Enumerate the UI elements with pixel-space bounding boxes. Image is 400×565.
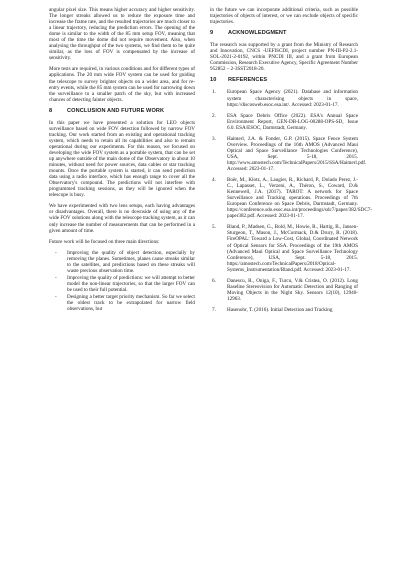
right-column <box>210 7 373 318</box>
section-heading-references <box>210 77 358 83</box>
reference-item: 1. European Space Agency (2021). Database and information system characterising objects in space, https://discosweb.esoc.esa.int/. Accessed: 2023-01-17. <box>212 89 358 108</box>
paragraph: in the future we can incorporate additional criteria, such as possible trajectories of objects of interest, or we can exclude objects of specific trajectories. <box>210 7 358 26</box>
section-title: REFERENCES <box>228 77 268 84</box>
reference-item: 3. Haimerl, J.A. & Fonder, G.P. (2015). Space Fence System Overview. Proceedings of the 16th AMOS (Advanced Maui Optical and Space Surveillance Technologies Conference), USA, Sept. 5-18, 2015. http://www.amostech.com/TechnicalPapers/2015/SSA/Haimerl.pdf. Accessed: 2023-01-17. <box>212 135 367 172</box>
reference-item: 6. Danescu, R., Oniga, F., Turcu, V.& Cristea, O. (2012). Long Baseline Stereovision for Automatic Detection and Ranging of Moving Objects in the Night Sky. Sensors 12(10), 12940-12963. <box>212 277 358 302</box>
dash-bullet: - <box>55 249 57 256</box>
section-heading-conclusion <box>49 108 195 114</box>
paragraph: Future work will be focused on three main directions: <box>49 238 160 245</box>
reference-item: 2. ESA Space Debris Office (2022). ESA's Annual Space Environment Report, GEN-DB-LOG-00288-OPS-SD, Issue 6.0. ESA/ESOC, Darmstadt, Germany. <box>212 112 358 131</box>
section-heading-acknowledgment <box>210 30 358 36</box>
reference-list <box>210 89 373 313</box>
reference-item: 4. Boër, M., Klotz, A., Laugier, R., Richard, P., Dolado Perez, J.-C., Lapasset, L., Verzeni, A., Théron, S., Coward, D.& Kennewell, J.A. (2017). TAROT: A network for Space Surveillance and Tracking operations. Proceedings of 7th European Conference on Space Debris, Darmstadt, Germany. https://conference.sdo.esoc.esa.int/proceedings/sdc7/paper/382/SDC7-paper382.pdf. Accessed: 2023-01-17. <box>212 177 373 220</box>
section-number: 10 <box>210 77 217 84</box>
dash-bullet: - <box>55 274 57 281</box>
reference-item: 5. Bland, P., Madsen, G., Bold, M., Howie, R., Hartig, B., Jansen-Sturgeon, T., Mason, J., McCormack, D.& Drury, R. (2018). FireOPAL: Toward a Low-Cost, Global, Coordinated Network of Optical Sensors for SSA. Proceedings of the 19th AMOS (Advanced Maui Optical and Space Surveillance Technology Conference), USA, Sept. 5-18, 2015. https://amostech.com/TechnicalPapers/2018/Optical-Systems_Instrumentation/Bland.pdf. Accessed: 2023-01-17. <box>212 224 358 273</box>
section-title: CONCLUSION AND FUTURE WORK <box>67 107 165 114</box>
paragraph: angular pixel size. This means higher accuracy and higher sensitivity. The longer streaks allowed us to reduce the exposure time and increase the frame rate, and the resulted trajectories are much closer to a linear trajectory, reducing the prediction errors. The opening of the dome is similar to the width of the 85 mm setup FOV, meaning that most of the time the dome did not require movement. Also, when analysing the throughput of the two systems, we find them to be quite similar, as the loss of FOV is compensated by the increase of sensitivity. <box>49 7 195 62</box>
paragraph: We have experimented with two lens setups, each having advantages or disadvantages. Overall, there is no downside of using any of the wide FOV solutions along with the telescope tracking system, as it can only increase the number of measurements that can be performed in a given amount of time. <box>49 203 195 234</box>
section-number: 8 <box>49 107 53 114</box>
paragraph: The research was supported by a grant from the Ministry of Research and Innovation, CNCS -UEFISCDI, project number PN-III-P2-2.1-SOL-2021-2-0192, within PNCDI III, and a grant from European Commission, Research Executive Agency, Specific Agreement Number 952852 – 2-3SST2018-20. <box>210 42 358 73</box>
paragraph: More tests are required, in various conditions and for different types of applications. The 20 mm wide FOV system can be used for guiding the telescope to survey brighter objects on a wider area, and for re-entry events, while the 85 mm system can be used for narrowing down the surveillance to a smaller patch of the sky, but with increased chances of detecting fainter objects. <box>49 66 195 103</box>
section-title: ACKNOWLEDGMENT <box>228 30 287 37</box>
list-item: - Improving the quality of object detection, especially by removing the planes. Sometimes, planes cause streaks similar to the satellites, and predictions based on these streaks will waste precious observation time. <box>55 249 195 274</box>
list-item: - Improving the quality of predictions: we will attempt to better model the non-linear trajectories, so that the larger FOV can be used to their full potential. <box>55 274 195 293</box>
dash-bullet: - <box>55 293 57 300</box>
list-item: - Designing a better target priority mechanism. So far we select the oldest track to be extrapolated for narrow field observations, but <box>55 293 195 313</box>
reference-item: 7. Hasenohr, T. (2016). Initial Detection and Tracking <box>212 306 333 313</box>
paragraph: In this paper we have presented a solution for LEO objects surveillance based on wide FOV detection followed by narrow FOV tracking. Our work started from an existing and operational tracking system, which needs to retain all its capabilities and also to remain operational during our experiments. For this reason, we focused on developing the wide FOV system as a portable system, that can be set up anywhere outside of the main dome of the Observatory in about 10 minutes, without need for power sources, data cables or star tracking mounts. Once the portable system is started, it can send prediction data using a radio interface, which has enough range to cover all the Observatory's compound. The predictions will not interfere with programmed tracking sessions, as they will be ignored when the telescope is busy. <box>49 119 195 199</box>
left-column <box>49 7 195 317</box>
section-number: 9 <box>210 30 214 37</box>
future-work-list <box>49 250 195 312</box>
